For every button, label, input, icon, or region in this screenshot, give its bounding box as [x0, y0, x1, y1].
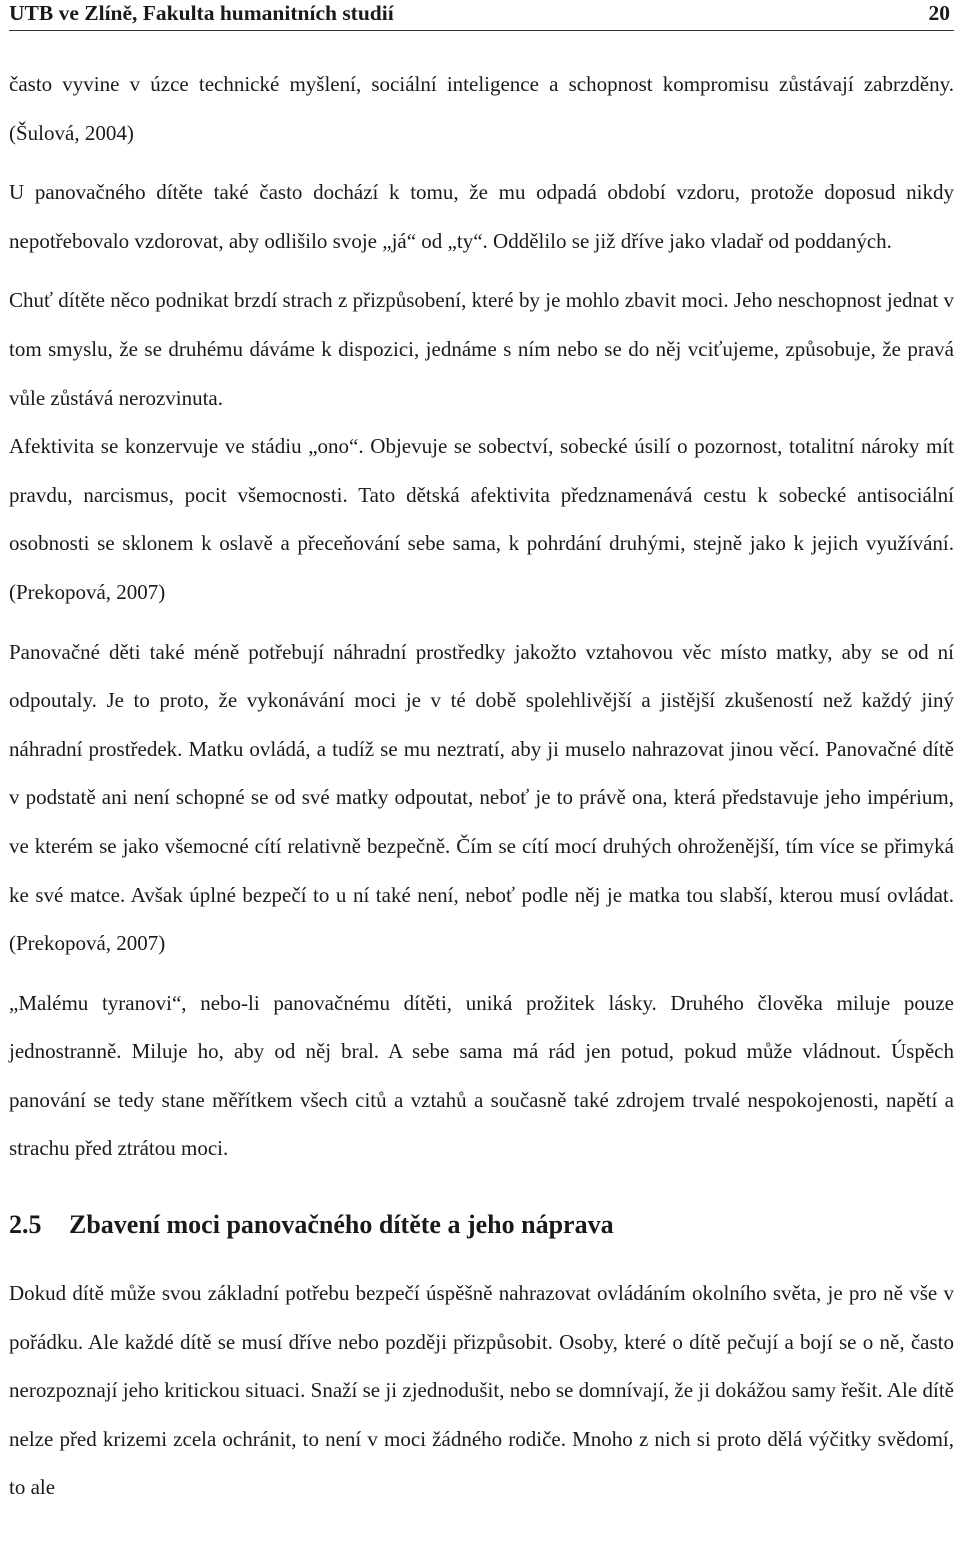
- section-number: 2.5: [9, 1210, 42, 1240]
- section-title: Zbavení moci panovačného dítěte a jeho náprava: [69, 1210, 614, 1240]
- body-text-after-heading: [9, 1269, 954, 1512]
- paragraph: Afektivita se konzervuje ve stádiu „ono“. Objevuje se sobectví, sobecké úsilí o pozornost, totalitní nároky mít pravdu, narcismus, pocit všemocnosti. Tato dětská afektivita předznamenává cestu k sobecké antisociální osobnosti se sklonem k oslavě a přeceňování sebe sama, k pohrdání druhými, stejně jako k jejich využívání. (Prekopová, 2007): [9, 434, 954, 604]
- header-title: UTB ve Zlíně, Fakulta humanitních studií: [9, 1, 394, 25]
- paragraph: „Malému tyranovi“, nebo-li panovačnému dítěti, uniká prožitek lásky. Druhého člověka miluje pouze jednostranně. Miluje ho, aby od něj bral. A sebe sama má rád jen potud, pokud může vládnout. Úspěch panování se tedy stane měřítkem všech citů a vztahů a současně také zdrojem trvalé nespokojenosti, napětí a strachu před ztrátou moci.: [9, 990, 954, 1161]
- paragraph: Chuť dítěte něco podnikat brzdí strach z přizpůsobení, které by je mohlo zbavit moci. Jeho neschopnost jednat v tom smyslu, že se druhému dáváme k dispozici, jednáme s ním nebo se do něj vciťujeme, způsobuje, že pravá vůle zůstává nerozvinuta.: [9, 288, 954, 410]
- document-page: [9, 0, 954, 1512]
- page-number: 20: [928, 1, 950, 25]
- paragraph: Dokud dítě může svou základní potřebu bezpečí úspěšně nahrazovat ovládáním okolního světa, je pro ně vše v pořádku. Ale každé dítě se musí dříve nebo později přizpůsobit. Osoby, které o dítě pečují a bojí se o ně, často nerozpoznají jeho kritickou situaci. Snaží se ji zjednodušit, nebo se domnívají, že ji dokážou samy řešit. Ale dítě nelze před krizemi zcela ochránit, to není v moci žádného rodiče. Mnoho z nich si proto dělá výčitky svědomí, to ale: [9, 1281, 954, 1500]
- section-heading: [9, 1209, 954, 1241]
- page-header: [9, 0, 954, 31]
- paragraph: Panovačné děti také méně potřebují náhradní prostředky jakožto vztahovou věc místo matky, aby se od ní odpoutaly. Je to proto, že vykonávání moci je v té době spolehlivější a jistější zkušeností než každý jiný náhradní prostředek. Matku ovládá, a tudíž se mu neztratí, aby ji muselo nahrazovat jinou věcí. Panovačné dítě v podstatě ani není schopné se od své matky odpoutat, neboť je to právě ona, která představuje jeho impérium, ve kterém se jako všemocné cítí relativně bezpečně. Čím se cítí mocí druhých ohroženější, tím více se přimyká ke své matce. Avšak úplné bezpečí to u ní také není, neboť podle něj je matka tou slabší, kterou musí ovládat. (Prekopová, 2007): [9, 639, 954, 956]
- body-text: [9, 60, 954, 1173]
- paragraph: často vyvine v úzce technické myšlení, sociální inteligence a schopnost kompromisu zůstávají zabrzděny. (Šulová, 2004): [9, 72, 954, 145]
- paragraph: U panovačného dítěte také často dochází k tomu, že mu odpadá období vzdoru, protože doposud nikdy nepotřebovalo vzdorovat, aby odlišilo svoje „já“ od „ty“. Oddělilo se již dříve jako vladař od poddaných.: [9, 180, 954, 253]
